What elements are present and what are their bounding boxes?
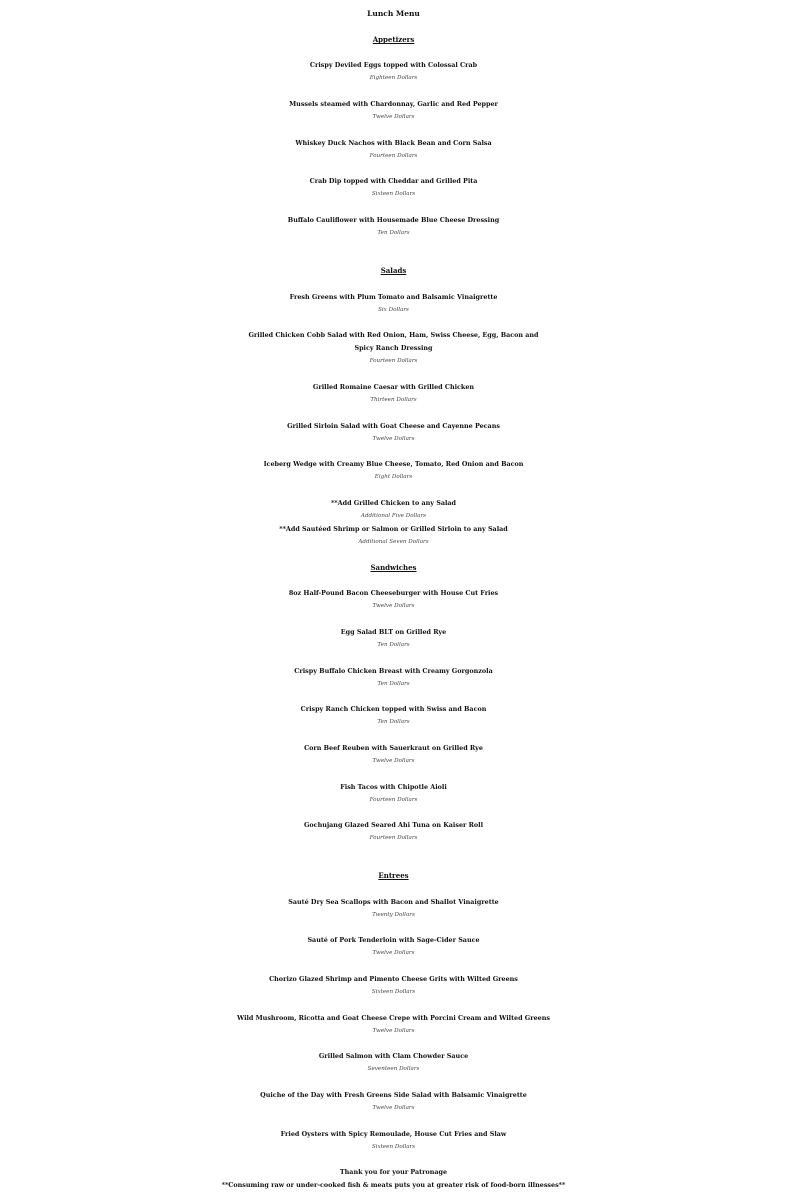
menu-item-price: Twelve Dollars [372,114,415,120]
menu-item-price: Six Dollars [378,307,409,313]
menu-item-price: Fourteen Dollars [369,358,418,364]
menu-item-name: Chorizo Glazed Shrimp and Pimento Cheese Grits with Wilted Greens [269,975,518,983]
menu-item-price: Twelve Dollars [372,758,415,764]
menu-item-price: Fourteen Dollars [369,797,418,803]
page-title: Lunch Menu [367,9,420,18]
menu-item-name: Buffalo Cauliflower with Housemade Blue Cheese Dressing [287,216,500,224]
menu-item-name: Fresh Greens with Plum Tomato and Balsamic Vinaigrette [289,293,498,301]
salad-addon-price: Additional Five Dollars [360,513,427,519]
menu-item-name: Sauté Dry Sea Scallops with Bacon and Shallot Vinaigrette [288,898,499,906]
menu-item-price: Sixteen Dollars [371,191,416,197]
footer-thanks: Thank you for your Patronage [339,1168,448,1176]
section-heading-sandwiches: Sandwiches [370,563,417,572]
salad-addon-name: **Add Sautéed Shrimp or Salmon or Grilled Sirloin to any Salad [279,525,508,533]
menu-item-name: Quiche of the Day with Fresh Greens Side Salad with Balsamic Vinaigrette [260,1091,527,1099]
menu-item-name-continued: Spicy Ranch Dressing [354,344,433,352]
salad-addon-name: **Add Grilled Chicken to any Salad [330,499,457,507]
menu-item-price: Twelve Dollars [372,950,415,956]
menu-item-price: Ten Dollars [377,230,410,236]
menu-item-price: Ten Dollars [377,681,410,687]
menu-item-price: Eight Dollars [374,474,413,480]
menu-item-price: Twelve Dollars [372,436,415,442]
menu-item-name: Fish Tacos with Chipotle Aioli [340,783,447,791]
menu-item-price: Ten Dollars [377,642,410,648]
menu-item-name: Egg Salad BLT on Grilled Rye [340,628,447,636]
salad-addon-price: Additional Seven Dollars [358,539,429,545]
section-heading-appetizers: Appetizers [372,35,415,44]
menu-item-price: Twenty Dollars [372,912,415,918]
menu-item-name: Grilled Salmon with Clam Chowder Sauce [318,1052,469,1060]
menu-item-price: Seventeen Dollars [367,1066,420,1072]
menu-item-name: Grilled Sirloin Salad with Goat Cheese and Cayenne Pecans [287,422,500,430]
menu-item-price: Fourteen Dollars [369,835,418,841]
footer-warning: **Consuming raw or under-cooked fish & meats puts you at greater risk of food-born illnesses** [221,1181,566,1189]
menu-item-price: Sixteen Dollars [371,1144,416,1150]
menu-item-name: Mussels steamed with Chardonnay, Garlic and Red Pepper [289,100,498,108]
menu-item-name: Whiskey Duck Nachos with Black Bean and Corn Salsa [295,139,492,147]
menu-item-price: Eighteen Dollars [369,75,418,81]
menu-item-name: Grilled Romaine Caesar with Grilled Chicken [312,383,475,391]
menu-item-name: Crispy Ranch Chicken topped with Swiss and Bacon [300,705,487,713]
menu-item-name: Wild Mushroom, Ricotta and Goat Cheese Crepe with Porcini Cream and Wilted Greens [237,1014,550,1022]
menu-item-price: Twelve Dollars [372,603,415,609]
menu-item-name: Corn Beef Reuben with Sauerkraut on Grilled Rye [304,744,483,752]
menu-item-price: Twelve Dollars [372,1028,415,1034]
menu-item-name: Crab Dip topped with Cheddar and Grilled Pita [309,177,478,185]
menu-item-name: Gochujang Glazed Seared Ahi Tuna on Kaiser Roll [303,821,484,829]
menu-item-name: Sauté of Pork Tenderloin with Sage-Cider Sauce [307,936,480,944]
menu-item-price: Thirteen Dollars [370,397,417,403]
menu-item-name: Grilled Chicken Cobb Salad with Red Onion, Ham, Swiss Cheese, Egg, Bacon and [248,331,539,339]
menu-item-price: Sixteen Dollars [371,989,416,995]
menu-item-name: 8oz Half-Pound Bacon Cheeseburger with House Cut Fries [288,589,499,597]
section-heading-entrees: Entrees [378,871,409,880]
menu-item-name: Crispy Deviled Eggs topped with Colossal Crab [309,61,478,69]
menu-item-name: Iceberg Wedge with Creamy Blue Cheese, Tomato, Red Onion and Bacon [263,460,524,468]
menu-item-price: Fourteen Dollars [369,153,418,159]
menu-item-price: Ten Dollars [377,719,410,725]
section-heading-salads: Salads [380,266,407,275]
menu-item-price: Twelve Dollars [372,1105,415,1111]
menu-item-name: Fried Oysters with Spicy Remoulade, House Cut Fries and Slaw [280,1130,507,1138]
menu-item-name: Crispy Buffalo Chicken Breast with Creamy Gorgonzola [294,667,493,675]
